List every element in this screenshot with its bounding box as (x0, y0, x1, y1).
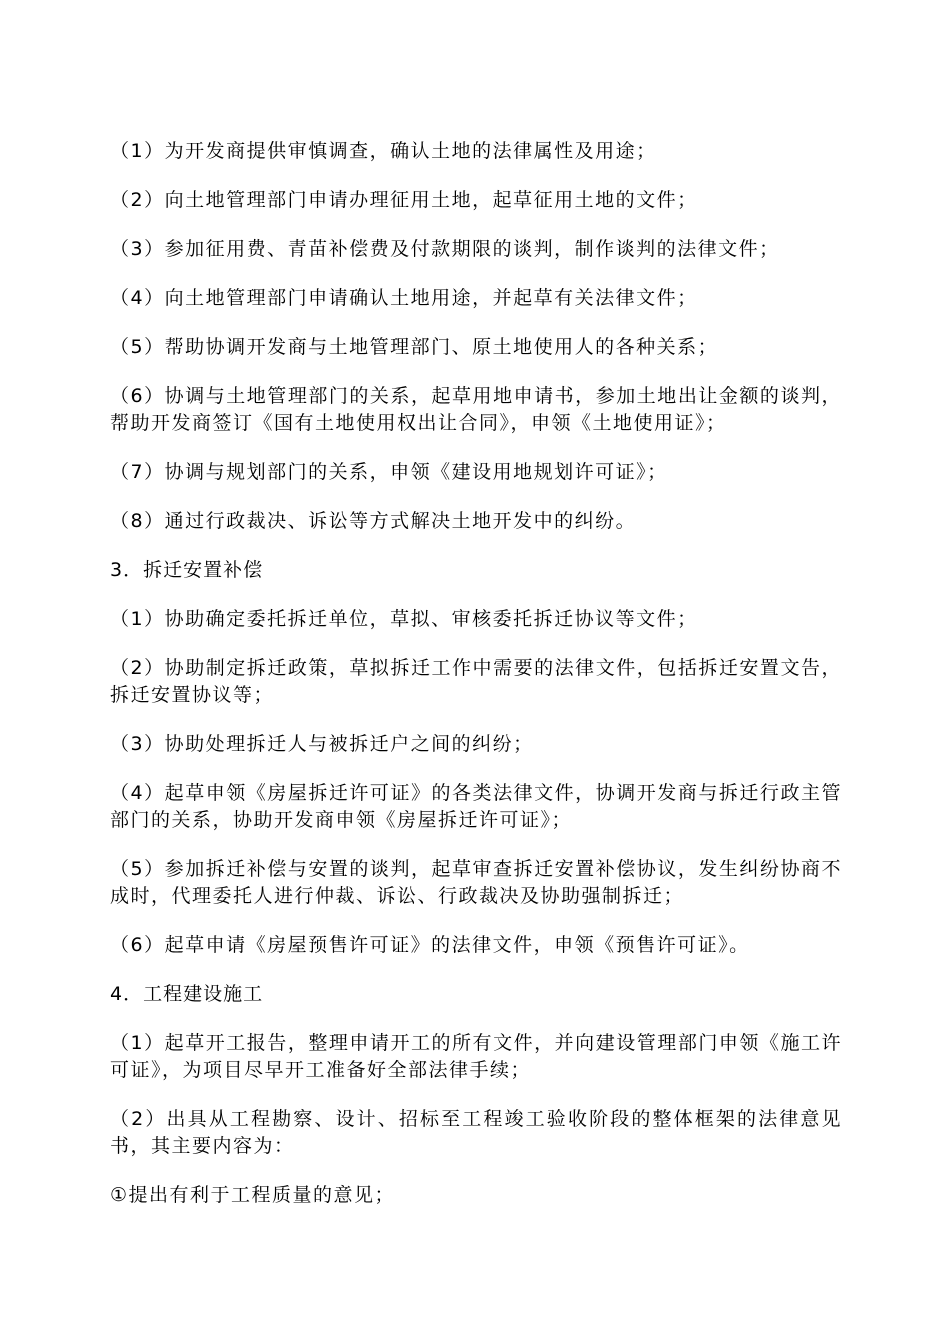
paragraph-8: （8）通过行政裁决、诉讼等方式解决土地开发中的纠纷。 (110, 510, 637, 532)
paragraph-1: （1）为开发商提供审慎调查，确认土地的法律属性及用途； (110, 140, 657, 162)
paragraph-17: ①提出有利于工程质量的意见； (110, 1184, 396, 1206)
paragraph-7: （7）协调与规划部门的关系，申领《建设用地规划许可证》； (110, 461, 668, 483)
paragraph-3: （3）参加征用费、青苗补偿费及付款期限的谈判，制作谈判的法律文件； (110, 238, 780, 260)
paragraph-6: （6）协调与土地管理部门的关系，起草用地申请书，参加土地出让金额的谈判，帮助开发商签订《国有土地使用权出让合同》，申领《土地使用证》； (110, 385, 842, 434)
paragraph-12: （4）起草申领《房屋拆迁许可证》的各类法律文件，协调开发商与拆迁行政主管部门的关系，协助开发商申领《房屋拆迁许可证》； (110, 782, 842, 831)
paragraph-4: （4）向土地管理部门申请确认土地用途，并起草有关法律文件； (110, 287, 698, 309)
paragraph-15: （1）起草开工报告，整理申请开工的所有文件，并向建设管理部门申领《施工许可证》，为项目尽早开工准备好全部法律手续； (110, 1032, 842, 1081)
document-body (110, 138, 842, 1231)
section-heading-relocation: 3．拆迁安置补偿 (110, 559, 264, 581)
paragraph-13: （5）参加拆迁补偿与安置的谈判，起草审查拆迁安置补偿协议，发生纠纷协商不成时，代理委托人进行仲裁、诉讼、行政裁决及协助强制拆迁； (110, 858, 842, 907)
paragraph-9: （1）协助确定委托拆迁单位，草拟、审核委托拆迁协议等文件； (110, 608, 698, 630)
paragraph-5: （5）帮助协调开发商与土地管理部门、原土地使用人的各种关系； (110, 336, 719, 358)
paragraph-10: （2）协助制定拆迁政策，草拟拆迁工作中需要的法律文件，包括拆迁安置文告，拆迁安置协议等； (110, 657, 842, 706)
paragraph-2: （2）向土地管理部门申请办理征用土地，起草征用土地的文件； (110, 189, 698, 211)
paragraph-11: （3）协助处理拆迁人与被拆迁户之间的纠纷； (110, 733, 534, 755)
section-heading-construction: 4．工程建设施工 (110, 983, 264, 1005)
paragraph-14: （6）起草申请《房屋预售许可证》的法律文件，申领《预售许可证》。 (110, 934, 750, 956)
paragraph-16: （2）出具从工程勘察、设计、招标至工程竣工验收阶段的整体框架的法律意见书，其主要内容为： (110, 1108, 842, 1157)
